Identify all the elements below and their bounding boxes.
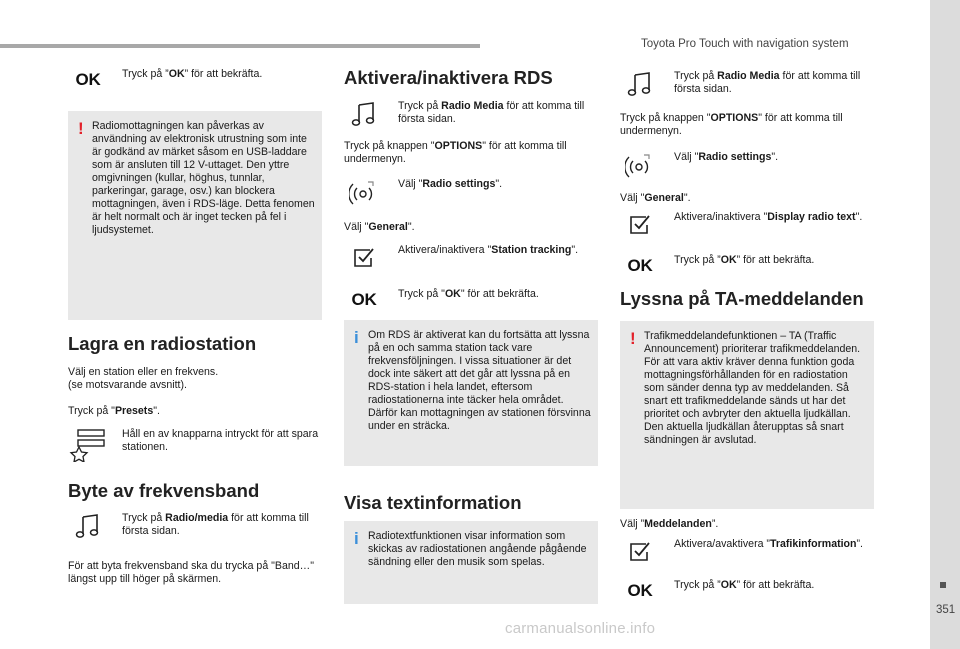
checkbox-icon [628,213,652,237]
info-icon: i [354,328,359,347]
ok-icon: OK [627,256,653,275]
ok-icon: OK [75,70,101,89]
heading-ta: Lyssna på TA-meddelanden [620,288,864,309]
ok-icon: OK [627,581,653,600]
preset-star-icon [68,428,108,462]
side-strip [930,0,960,649]
heading-change-band: Byte av frekvensband [68,480,260,501]
watermark: carmanualsonline.info [505,620,656,637]
heading-text-info: Visa textinformation [344,492,522,513]
warning-box: ! Trafikmeddelandefunktionen – TA (Traffic Announcement) prioriterar trafikmeddelanden. För att vara aktiv kräver denna funktion goda mottagningsförhållanden för en radiostation som sänder denna typ av meddelanden. Så snart ett trafikmeddelande sänds ut har det prioritet och avbryter den aktuella ljudkällan. Den aktuella ljudkällan återupptas så snart sändningen är avslutad. [620,321,874,509]
music-note-icon [75,513,101,539]
warning-icon: ! [630,329,636,348]
info-icon: i [354,529,359,548]
warning-icon: ! [78,119,84,138]
radio-signal-icon [625,151,655,181]
header-title: Toyota Pro Touch with navigation system [641,38,849,50]
heading-rds: Aktivera/inaktivera RDS [344,67,553,88]
page-number: 351 [936,604,956,616]
warning-box: ! Radiomottagningen kan påverkas av användning av elektronisk utrustning som inte är godkänd av märket såsom en USB-laddare som är ansluten till 12 V-uttaget. Den yttre omgivningen (kullar, höghus, tunnlar, parkeringar, garage, osv.) kan blockera mottagningen, även i RDS-läge. Detta fenomen är helt normalt och är inget tecken på fel i ljudsystemet. [68,111,322,320]
checkbox-icon [628,540,652,564]
info-box-2: i Radiotextfunktionen visar information som skickas av radiostationen angående pågående sändning eller den musik som spelas. [344,521,598,604]
radio-signal-icon [349,178,379,208]
header-bar [0,44,480,48]
music-note-icon [627,71,653,97]
music-note-icon [351,101,377,127]
info-box: i Om RDS är aktiverat kan du fortsätta att lyssna på en och samma station tack vare frekvensföljningen. I vissa situationer är det dock inte säkert att det går att lyssna på en RDS-station i hela landet, eftersom radiostationerna inte täcker hela området. Därför kan mottagningen av stationen försvinna under en sträcka. [344,320,598,466]
ok-icon: OK [351,290,377,309]
continue-marker [940,582,946,588]
checkbox-icon [352,246,376,270]
heading-save-station: Lagra en radiostation [68,333,257,354]
